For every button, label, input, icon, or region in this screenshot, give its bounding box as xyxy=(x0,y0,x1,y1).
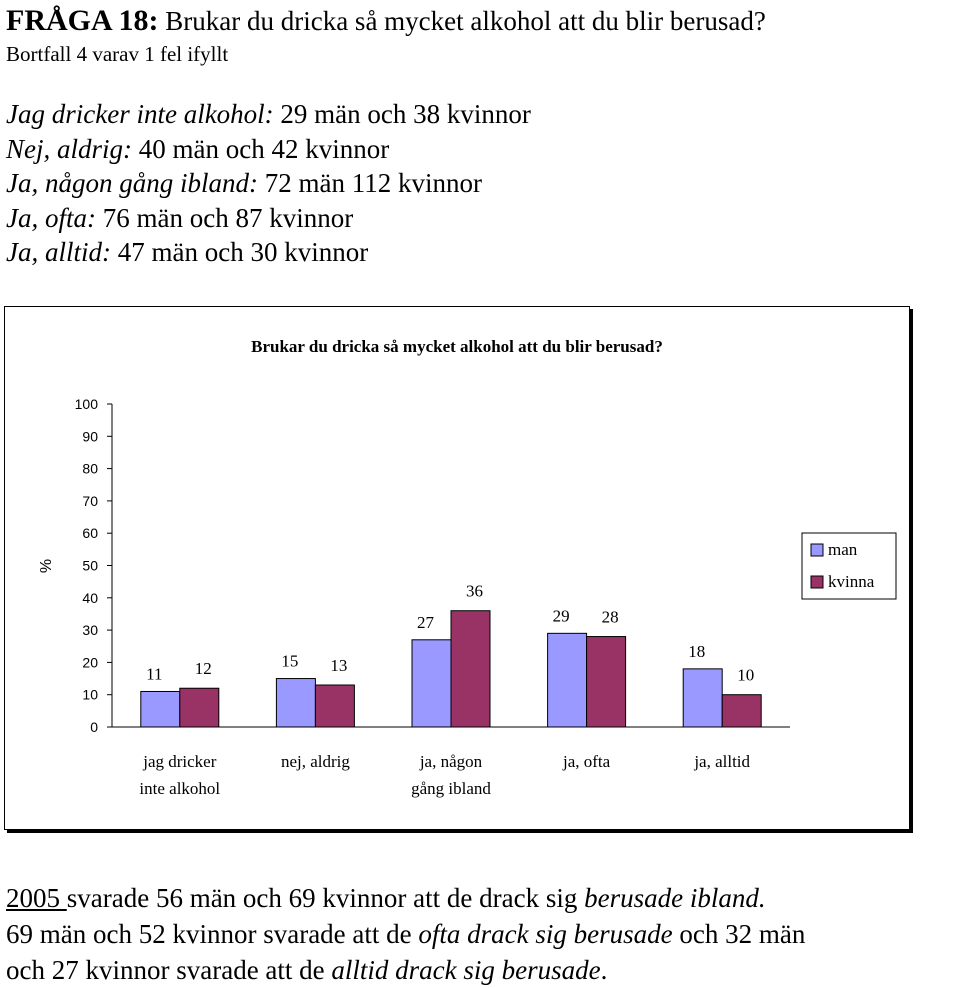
y-axis-label: % xyxy=(38,558,55,574)
stat-label: Ja, någon gång ibland: xyxy=(6,168,258,198)
y-tick-label: 60 xyxy=(82,525,98,542)
y-tick-label: 40 xyxy=(82,589,98,606)
data-label: 29 xyxy=(552,606,570,626)
summary-text-part: 69 män och 52 kvinnor svarade att de xyxy=(6,919,419,949)
bar-man xyxy=(141,691,180,727)
stat-value: 72 män 112 kvinnor xyxy=(264,168,482,198)
y-tick-label: 100 xyxy=(74,396,98,412)
stat-line xyxy=(6,132,531,167)
x-tick-label: ja, ofta xyxy=(562,752,611,771)
y-tick-label: 10 xyxy=(82,686,98,703)
summary-text-part: svarade 56 män och 69 kvinnor att de drack sig xyxy=(66,883,585,913)
bar-kvinna xyxy=(180,688,219,727)
page-title xyxy=(6,4,766,38)
data-label: 10 xyxy=(737,665,755,685)
summary-text-part: och 27 kvinnor svarade att de xyxy=(6,955,332,985)
summary-text xyxy=(6,880,805,988)
bar-man xyxy=(548,633,587,727)
stat-line xyxy=(6,235,531,270)
data-label: 18 xyxy=(688,641,706,661)
x-tick-label: jag dricker xyxy=(143,752,217,771)
data-label: 36 xyxy=(466,581,483,601)
stat-label: Nej, aldrig: xyxy=(6,133,132,164)
x-tick-label: gång ibland xyxy=(411,779,491,798)
bar-kvinna xyxy=(315,685,354,727)
x-tick-label: ja, någon xyxy=(419,752,483,771)
summary-emphasis: berusade ibland. xyxy=(584,883,766,913)
stat-line xyxy=(6,166,531,201)
question-number: FRÅGA 18: xyxy=(6,4,159,37)
summary-text-part: . xyxy=(600,955,608,985)
y-tick-label: 30 xyxy=(82,622,98,639)
stat-line xyxy=(6,97,531,132)
summary-line-1 xyxy=(6,880,805,916)
data-label: 28 xyxy=(601,607,619,627)
y-tick-label: 20 xyxy=(82,654,98,671)
bar-man xyxy=(276,679,315,727)
y-tick-label: 70 xyxy=(82,492,98,509)
y-tick-label: 50 xyxy=(82,557,98,574)
stat-value: 40 män och 42 kvinnor xyxy=(138,133,390,164)
chart-frame xyxy=(4,306,910,830)
bar-man xyxy=(683,669,722,727)
y-tick-label: 0 xyxy=(90,719,98,735)
bar-kvinna xyxy=(587,637,626,727)
bar-kvinna xyxy=(451,611,490,727)
data-label: 15 xyxy=(281,651,299,671)
data-label: 12 xyxy=(194,659,212,679)
x-tick-label: ja, alltid xyxy=(694,752,751,771)
summary-text-part: och 32 män xyxy=(672,919,806,949)
summary-emphasis: ofta drack sig berusade xyxy=(418,919,673,949)
legend-label: kvinna xyxy=(828,572,875,591)
dropout-note: Bortfall 4 varav 1 fel ifyllt xyxy=(6,42,229,66)
bar-chart xyxy=(5,307,909,829)
y-tick-label: 90 xyxy=(82,428,98,445)
legend-swatch-kvinna xyxy=(811,576,823,588)
summary-year: 2005 xyxy=(6,883,67,913)
data-label: 11 xyxy=(146,664,163,684)
stat-label: Jag dricker inte alkohol: xyxy=(6,99,274,129)
stat-value: 47 män och 30 kvinnor xyxy=(117,237,369,267)
stat-value: 76 män och 87 kvinnor xyxy=(102,202,354,233)
y-tick-label: 80 xyxy=(82,460,98,477)
chart-title: Brukar du dricka så mycket alkohol att du blir berusad? xyxy=(251,337,663,356)
summary-line-2 xyxy=(6,916,805,952)
data-label: 27 xyxy=(417,612,434,632)
stat-line xyxy=(6,201,531,236)
stat-label: Ja, alltid: xyxy=(6,237,111,267)
bar-man xyxy=(412,640,451,727)
summary-emphasis: alltid drack sig berusade xyxy=(331,955,601,985)
legend-swatch-man xyxy=(811,544,823,556)
x-tick-label: nej, aldrig xyxy=(280,752,350,771)
data-label: 13 xyxy=(330,656,348,676)
x-tick-label: inte alkohol xyxy=(139,779,221,798)
bar-kvinna xyxy=(722,695,761,727)
stat-value: 29 män och 38 kvinnor xyxy=(280,99,531,129)
summary-line-3 xyxy=(6,952,805,988)
stat-label: Ja, ofta: xyxy=(6,202,96,233)
question-text: Brukar du dricka så mycket alkohol att du blir berusad? xyxy=(165,6,766,36)
legend-label: man xyxy=(828,540,858,559)
response-stats xyxy=(6,97,531,270)
